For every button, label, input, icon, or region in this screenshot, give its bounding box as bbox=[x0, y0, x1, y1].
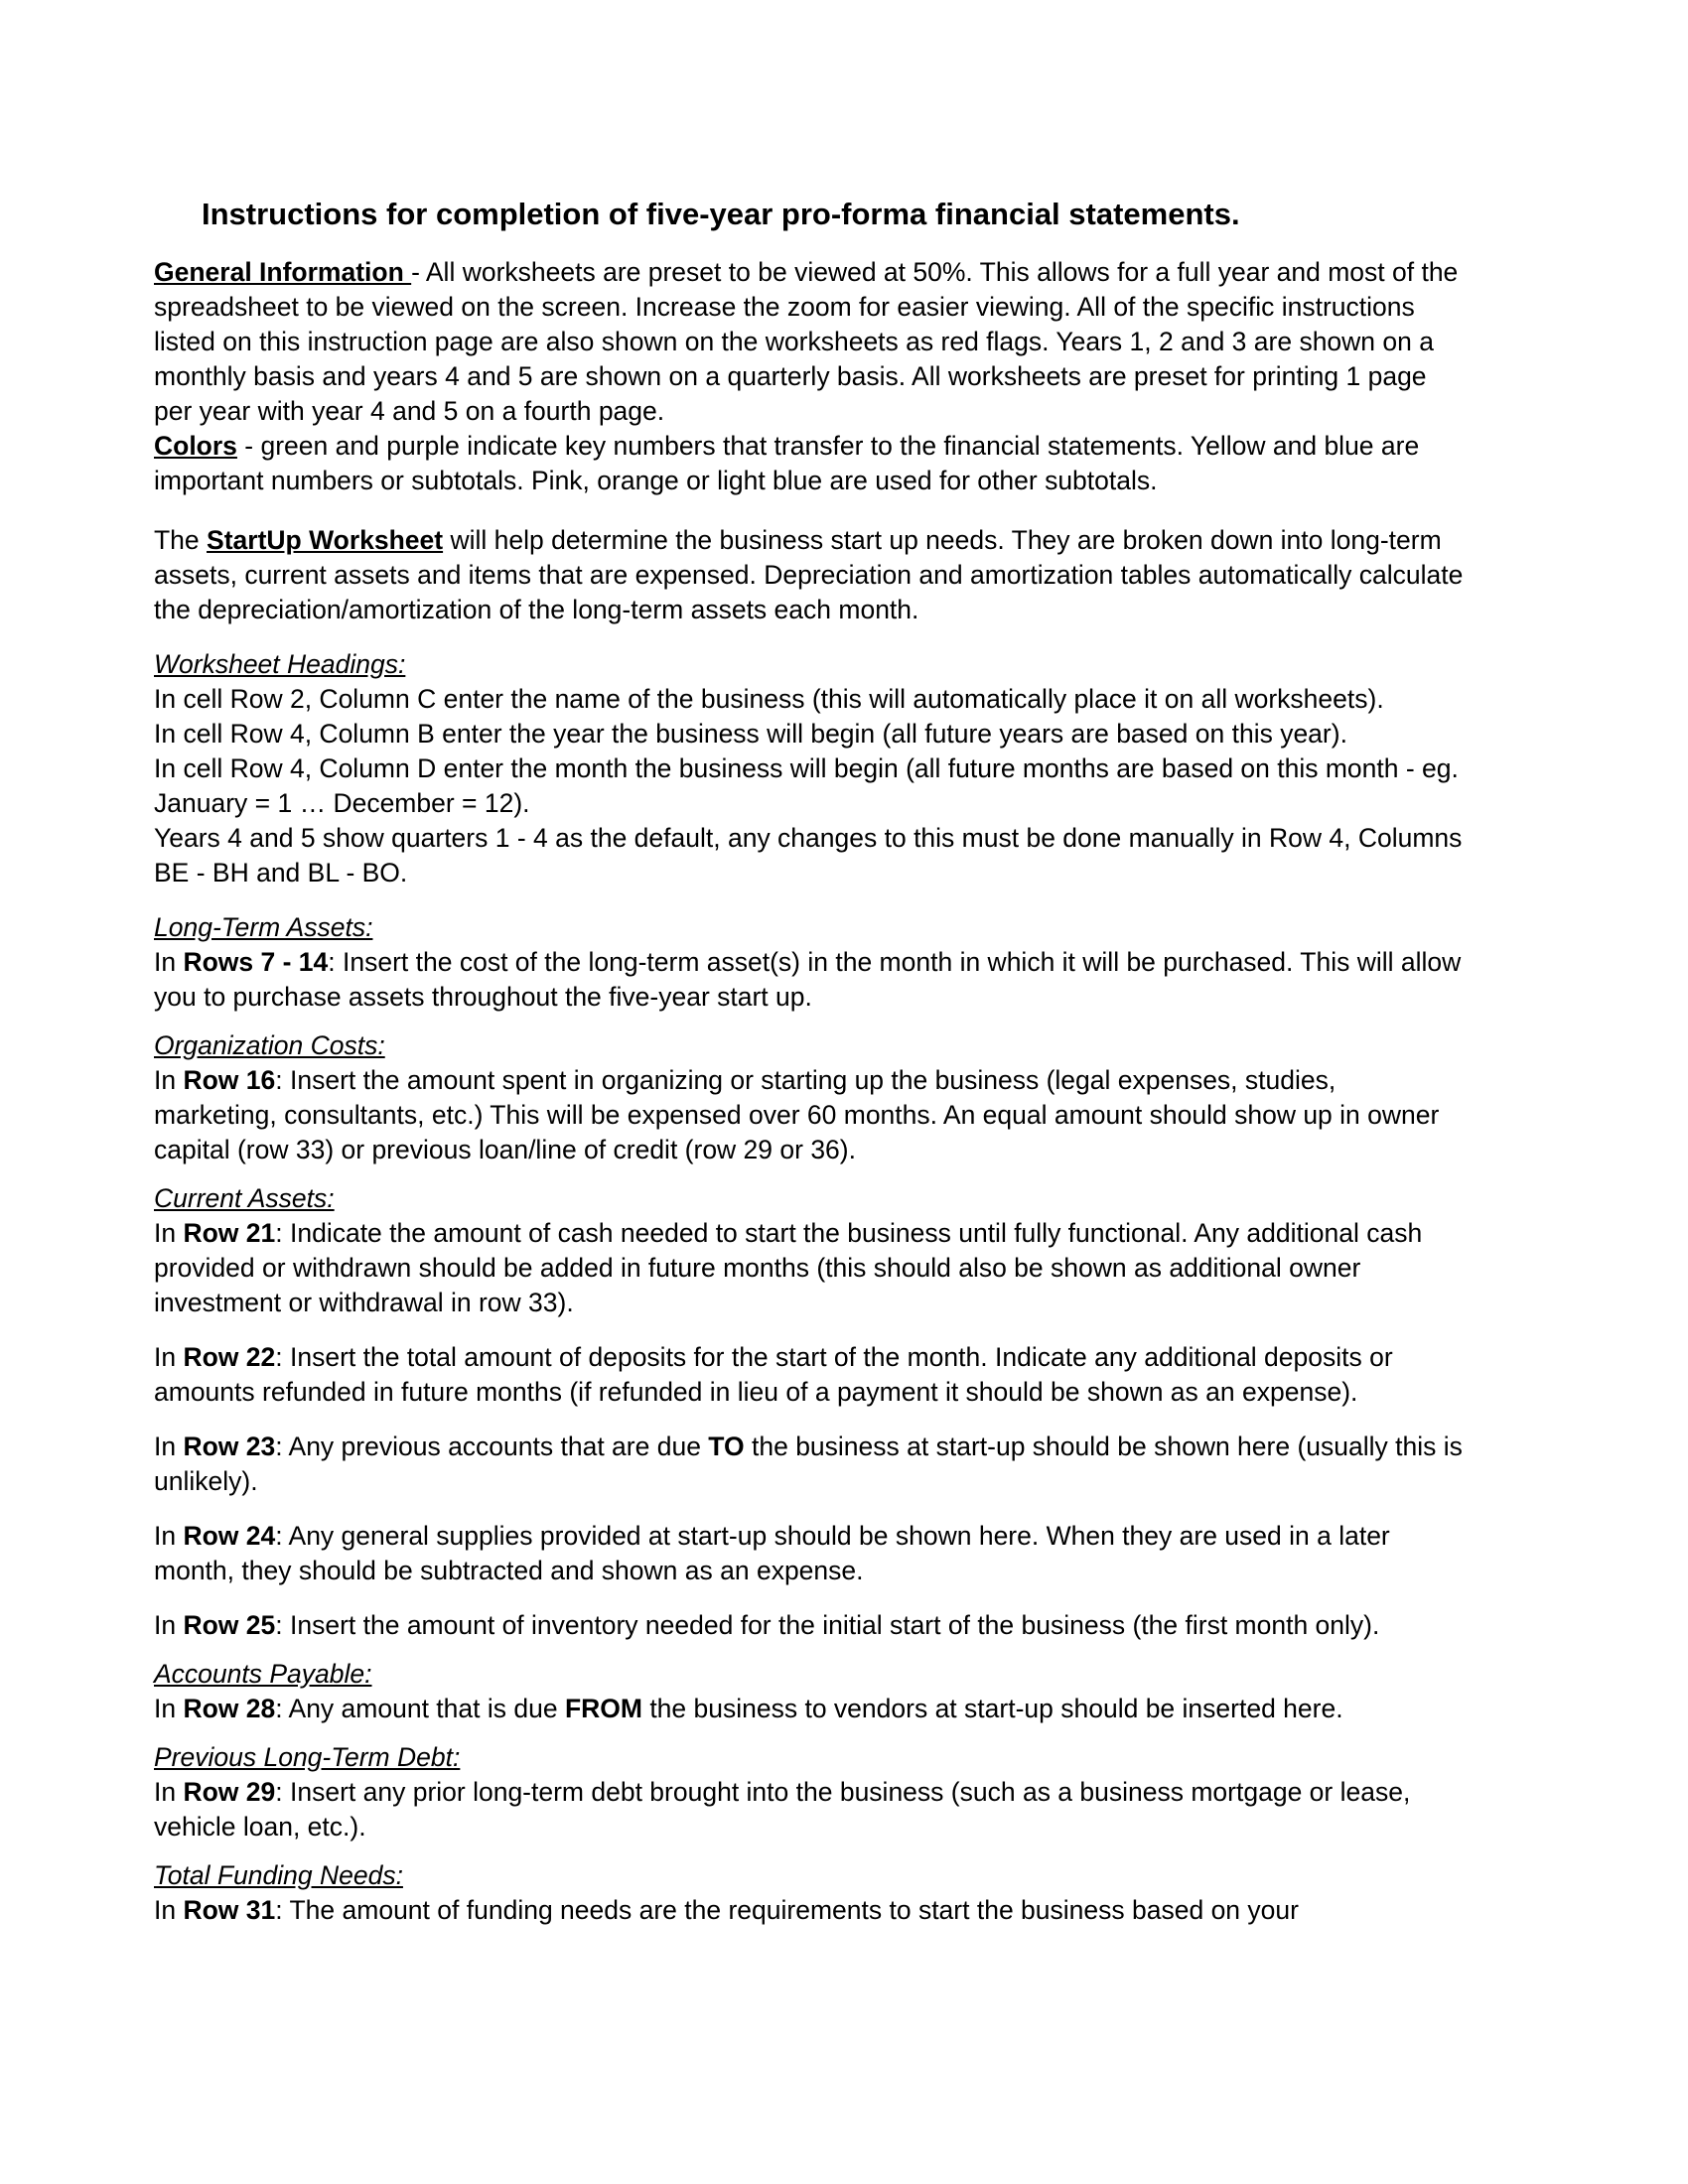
startup-worksheet-label: StartUp Worksheet bbox=[207, 525, 444, 555]
worksheet-heading-line-1: In cell Row 2, Column C enter the name of the business (this will automatically place it on all worksheets). bbox=[154, 684, 1384, 714]
worksheet-heading-line-3: In cell Row 4, Column D enter the month the business will begin (all future months are based on this month - eg. January = 1 … December = 12). bbox=[154, 753, 1459, 818]
accounts-payable-heading bbox=[154, 1657, 1465, 1692]
in-text: In bbox=[154, 947, 184, 977]
row-28-emphasis: FROM bbox=[564, 1694, 642, 1723]
worksheet-headings-heading bbox=[154, 647, 1465, 682]
row-ref: Row 21 bbox=[183, 1218, 276, 1248]
colors-text: - green and purple indicate key numbers that transfer to the financial statements. Yellow and blue are important numbers or subtotals. Pink, orange or light blue are used for other subtotals. bbox=[154, 431, 1420, 495]
row-31-text: : The amount of funding needs are the requirements to start the business based on your bbox=[275, 1895, 1299, 1925]
long-term-assets-text: : Insert the cost of the long-term asset(s) in the month in which it will be purchased. This will allow you to purchase assets throughout the five-year start up. bbox=[154, 947, 1462, 1012]
in-text: In bbox=[154, 1065, 184, 1095]
row-23-paragraph bbox=[154, 1430, 1465, 1499]
row-23-emphasis: TO bbox=[708, 1432, 745, 1461]
row-ref: Row 28 bbox=[183, 1694, 276, 1723]
row-ref: Row 29 bbox=[183, 1777, 276, 1807]
row-23-text-a: : Any previous accounts that are due bbox=[275, 1432, 709, 1461]
row-ref: Row 24 bbox=[183, 1521, 276, 1551]
total-funding-label: Total Funding Needs: bbox=[154, 1860, 403, 1890]
previous-debt-label: Previous Long-Term Debt: bbox=[154, 1742, 461, 1772]
organization-costs-label: Organization Costs: bbox=[154, 1030, 385, 1060]
row-24-text: : Any general supplies provided at start-up should be shown here. When they are used in a later month, they should be subtracted and shown as an expense. bbox=[154, 1521, 1390, 1585]
page-title: Instructions for completion of five-year pro-forma financial statements. bbox=[202, 197, 1240, 231]
startup-pre: The bbox=[154, 525, 208, 555]
general-information-paragraph bbox=[154, 255, 1465, 429]
colors-paragraph bbox=[154, 429, 1465, 498]
in-text: In bbox=[154, 1610, 184, 1640]
long-term-assets-heading bbox=[154, 910, 1465, 945]
instruction-page bbox=[154, 195, 1465, 1928]
worksheet-heading-line-4: Years 4 and 5 show quarters 1 - 4 as the default, any changes to this must be done manually in Row 4, Columns BE - BH and BL - BO. bbox=[154, 823, 1463, 887]
total-funding-heading bbox=[154, 1858, 1465, 1893]
in-text: In bbox=[154, 1777, 184, 1807]
row-25-text: : Insert the amount of inventory needed for the initial start of the business (the first month only). bbox=[275, 1610, 1380, 1640]
row-28-text-a: : Any amount that is due bbox=[275, 1694, 565, 1723]
current-assets-label: Current Assets: bbox=[154, 1183, 335, 1213]
row-31-paragraph bbox=[154, 1893, 1465, 1928]
worksheet-headings-label: Worksheet Headings: bbox=[154, 649, 406, 679]
organization-costs-paragraph bbox=[154, 1063, 1465, 1167]
row-24-paragraph bbox=[154, 1519, 1465, 1588]
row-22-paragraph bbox=[154, 1340, 1465, 1410]
worksheet-heading-line-2: In cell Row 4, Column B enter the year the business will begin (all future years are based on this year). bbox=[154, 719, 1347, 749]
row-ref: Rows 7 - 14 bbox=[183, 947, 329, 977]
general-information-heading: General Information bbox=[154, 257, 412, 287]
row-22-text: : Insert the total amount of deposits for the start of the month. Indicate any additional deposits or amounts refunded in future months (if refunded in lieu of a payment it should be shown as an expense). bbox=[154, 1342, 1393, 1407]
organization-costs-heading bbox=[154, 1028, 1465, 1063]
general-information-text: - All worksheets are preset to be viewed at 50%. This allows for a full year and most of the spreadsheet to be viewed on the screen. Increase the zoom for easier viewing. All of the specific instructions listed on this instruction page are also shown on the worksheets as red flags. Years 1, 2 and 3 are shown on a monthly basis and years 4 and 5 are shown on a quarterly basis. All worksheets are preset for printing 1 page per year with year 4 and 5 on a fourth page. bbox=[154, 257, 1459, 426]
row-28-paragraph bbox=[154, 1692, 1465, 1726]
row-ref: Row 31 bbox=[183, 1895, 276, 1925]
row-29-paragraph bbox=[154, 1775, 1465, 1844]
row-28-text-b: the business to vendors at start-up should be inserted here. bbox=[641, 1694, 1343, 1723]
startup-text: will help determine the business start up needs. They are broken down into long-term assets, current assets and items that are expensed. Depreciation and amortization tables automatically calculate the depreciation/amortization of the long-term assets each month. bbox=[154, 525, 1464, 624]
accounts-payable-label: Accounts Payable: bbox=[154, 1659, 372, 1689]
in-text: In bbox=[154, 1218, 184, 1248]
in-text: In bbox=[154, 1432, 184, 1461]
row-21-paragraph bbox=[154, 1216, 1465, 1320]
row-ref: Row 23 bbox=[183, 1432, 276, 1461]
in-text: In bbox=[154, 1895, 184, 1925]
row-25-paragraph bbox=[154, 1608, 1465, 1643]
row-23-text-b: the business at start-up should be shown here (usually this is unlikely). bbox=[154, 1432, 1463, 1496]
row-ref: Row 25 bbox=[183, 1610, 276, 1640]
organization-costs-text: : Insert the amount spent in organizing or starting up the business (legal expenses, studies, marketing, consultants, etc.) This will be expensed over 60 months. An equal amount should show up in owner capital (row 33) or previous loan/line of credit (row 29 or 36). bbox=[154, 1065, 1440, 1164]
row-ref: Row 22 bbox=[183, 1342, 276, 1372]
in-text: In bbox=[154, 1521, 184, 1551]
row-21-text: : Indicate the amount of cash needed to start the business until fully functional. Any additional cash provided or withdrawn should be added in future months (this should also be shown as additional owner investment or withdrawal in row 33). bbox=[154, 1218, 1423, 1317]
in-text: In bbox=[154, 1342, 184, 1372]
long-term-assets-paragraph bbox=[154, 945, 1465, 1015]
startup-paragraph bbox=[154, 523, 1465, 627]
in-text: In bbox=[154, 1694, 184, 1723]
row-29-text: : Insert any prior long-term debt brought into the business (such as a business mortgage or lease, vehicle loan, etc.). bbox=[154, 1777, 1411, 1842]
previous-debt-heading bbox=[154, 1740, 1465, 1775]
row-ref: Row 16 bbox=[183, 1065, 276, 1095]
colors-heading: Colors bbox=[154, 431, 237, 461]
current-assets-heading bbox=[154, 1181, 1465, 1216]
long-term-assets-label: Long-Term Assets: bbox=[154, 912, 373, 942]
